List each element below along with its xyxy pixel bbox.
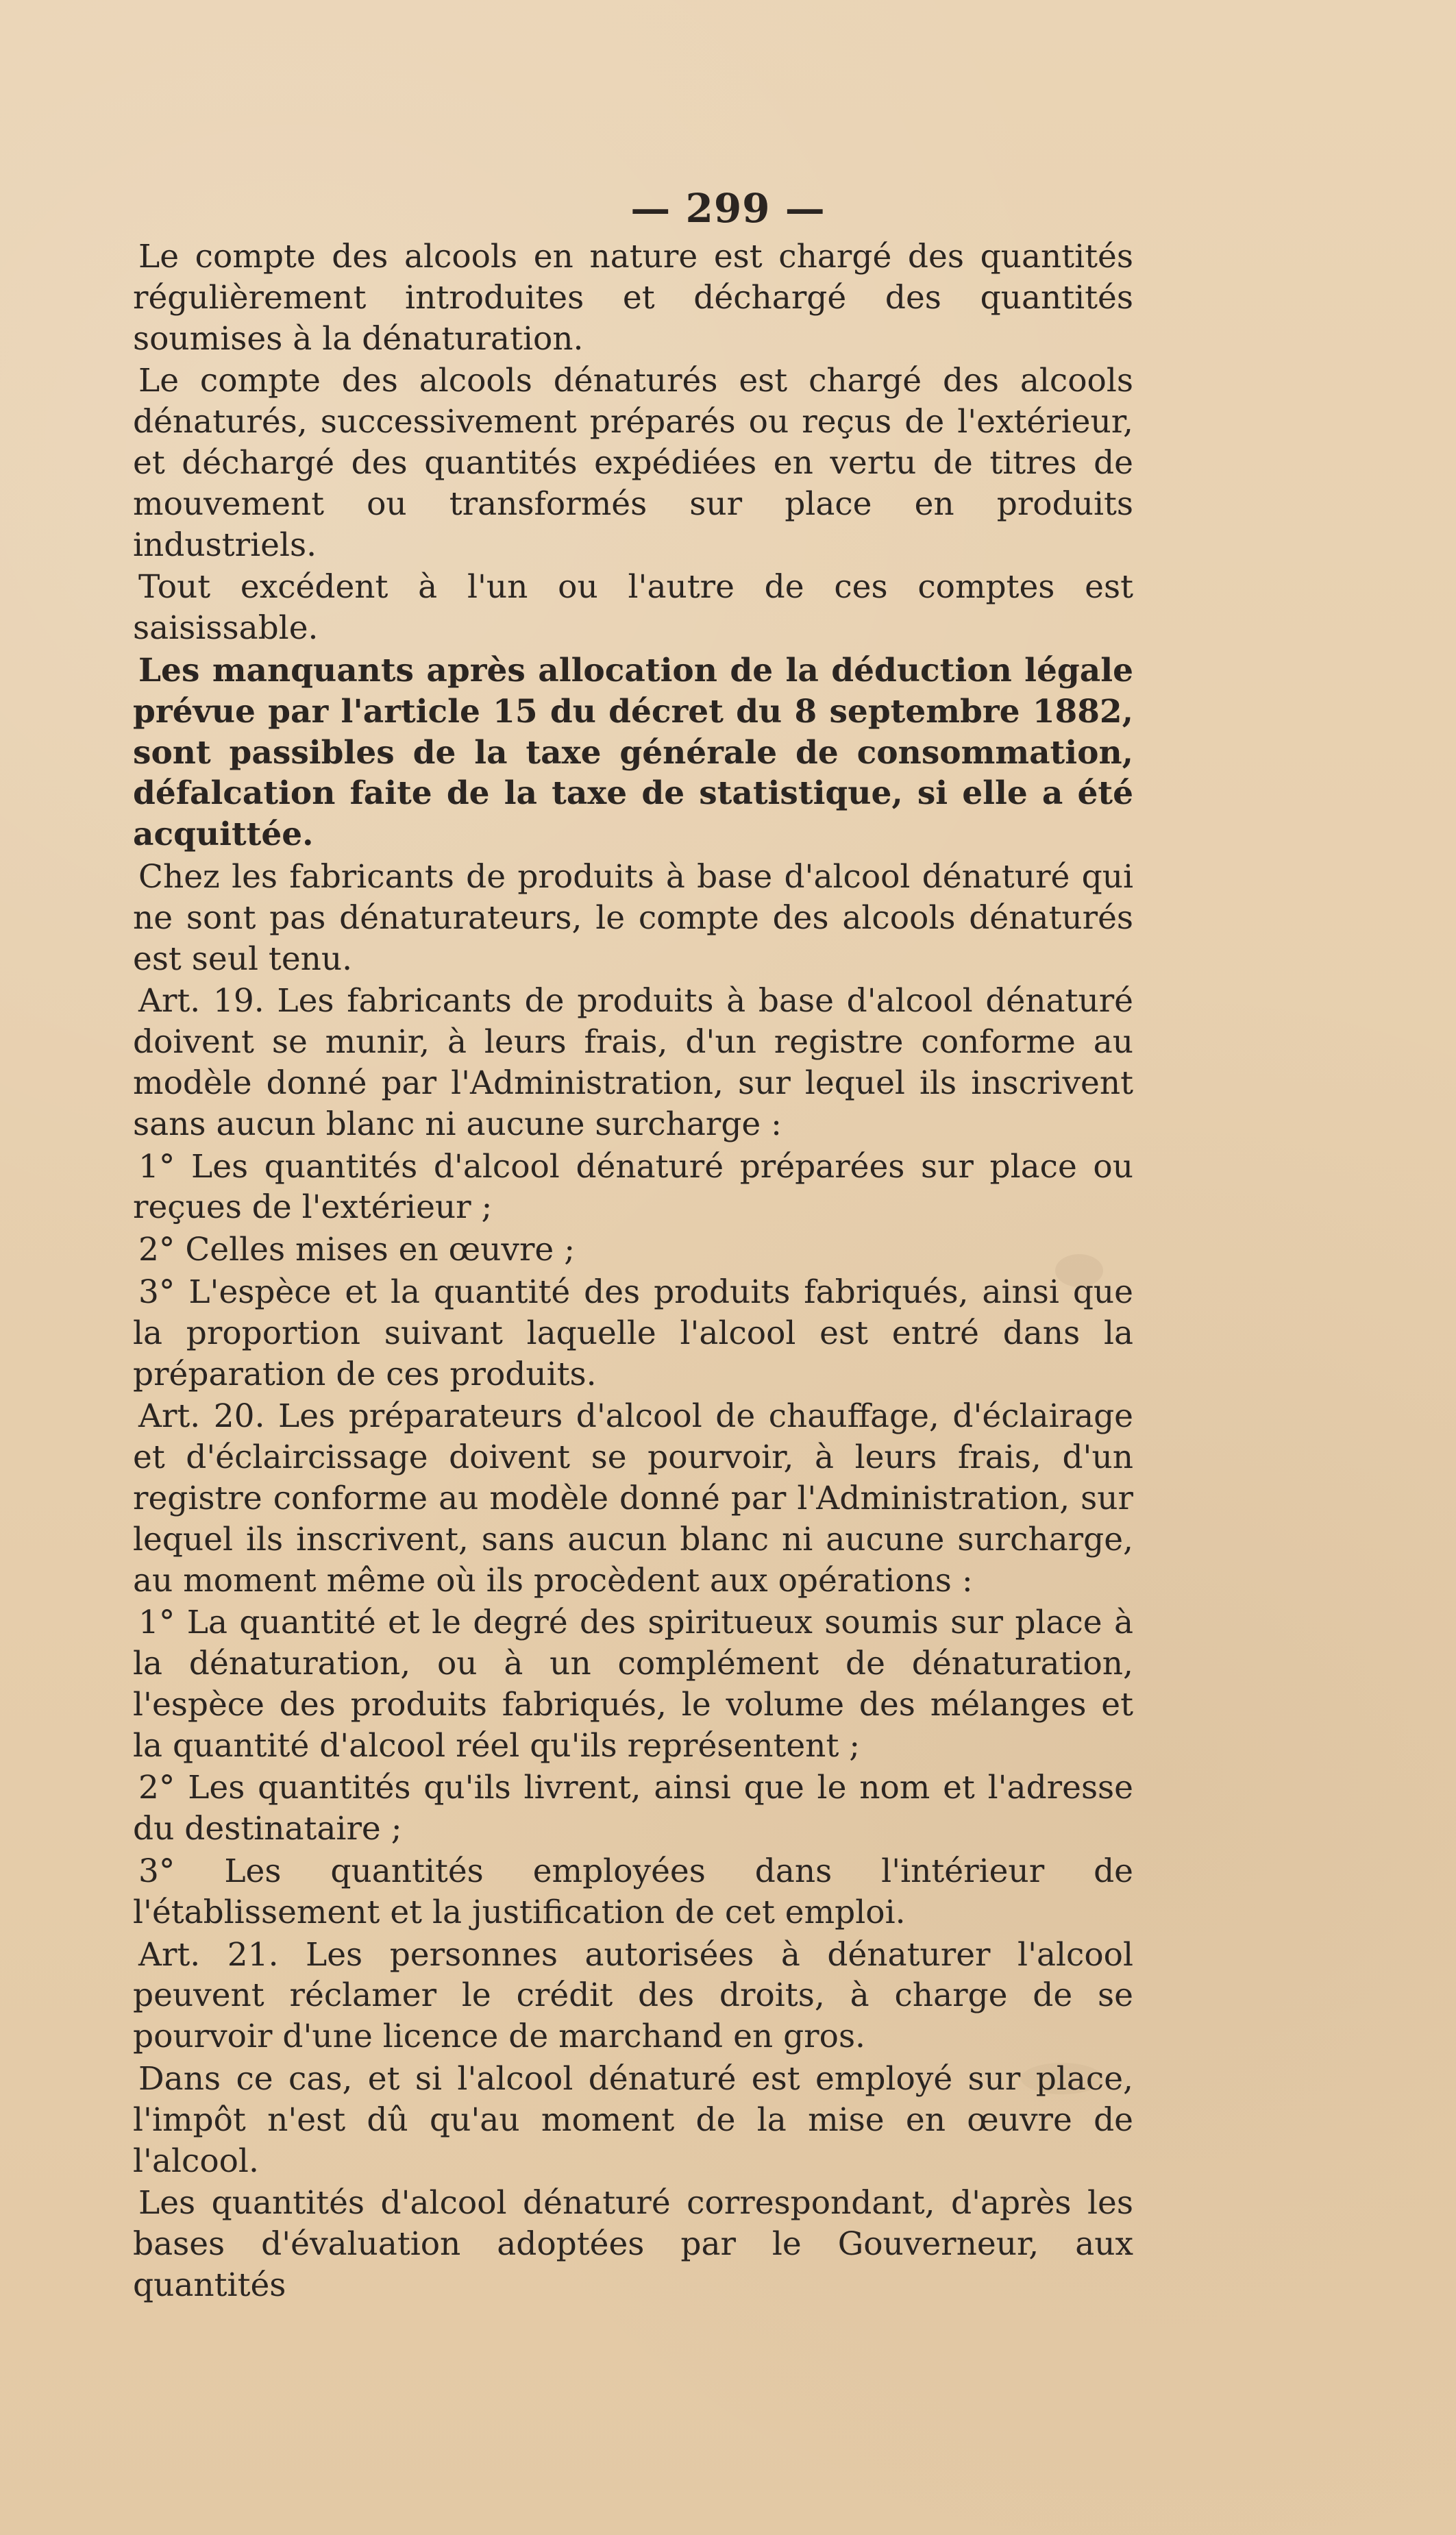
paragraph-12: 2° Les quantités qu'ils livrent, ainsi que le nom et l'adresse du destinataire ; — [133, 1769, 1133, 1848]
paragraph-6: Art. 19. Les fabricants de produits à base d'alcool dénaturé doivent se munir, à leurs frais, d'un registre conforme au modèle donné par l'Administration, sur lequel ils inscrivent sans aucun blanc ni aucune surcharge : — [133, 982, 1133, 1143]
paragraph-8: 2° Celles mises en œuvre ; — [138, 1231, 576, 1269]
paragraph-1: Le compte des alcools en nature est chargé des quantités régulièrement introduites et déchargé des quantités soumises à la dénaturation. — [133, 238, 1133, 358]
paragraph-4: Les manquants après allocation de la déduction légale prévue par l'article 15 du décret du 8 septembre 1882, sont passibles de la taxe générale de consommation, défalcation faite de la taxe de statistique, si elle a été acquittée. — [133, 651, 1133, 854]
paragraph-16: Les quantités d'alcool dénaturé correspondant, d'après les bases d'évaluation adoptées par le Gouverneur, aux quantités — [133, 2184, 1133, 2305]
paragraph-7: 1° Les quantités d'alcool dénaturé préparées sur place ou reçues de l'extérieur ; — [133, 1147, 1133, 1227]
paragraph-10: Art. 20. Les préparateurs d'alcool de chauffage, d'éclairage et d'éclaircissage doivent se pourvoir, à leurs frais, d'un registre conforme au modèle donné par l'Administration, sur lequel ils inscrivent, sans aucun blanc ni aucune surcharge, au moment même où ils procèdent aux opérations : — [133, 1397, 1133, 1600]
paragraph-3: Tout excédent à l'un ou l'autre de ces comptes est saisissable. — [133, 568, 1133, 648]
paragraph-13: 3° Les quantités employées dans l'intérieur de l'établissement et la justification de cet emploi. — [133, 1852, 1133, 1931]
paragraph-15: Dans ce cas, et si l'alcool dénaturé est employé sur place, l'impôt n'est dû qu'au moment de la mise en œuvre de l'alcool. — [133, 2060, 1133, 2180]
paragraph-2: Le compte des alcools dénaturés est chargé des alcools dénaturés, successivement préparés ou reçus de l'extérieur, et déchargé des quantités expédiées en vertu de titres de mouvement ou transformés sur place en produits industriels. — [133, 362, 1133, 564]
paragraph-5: Chez les fabricants de produits à base d'alcool dénaturé qui ne sont pas dénaturateurs, le compte des alcools dénaturés est seul tenu. — [133, 857, 1133, 978]
page-text — [133, 236, 1133, 2306]
paragraph-14: Art. 21. Les personnes autorisées à dénaturer l'alcool peuvent réclamer le crédit des droits, à charge de se pourvoir d'une licence de marchand en gros. — [133, 1935, 1133, 2056]
paragraph-9: 3° L'espèce et la quantité des produits fabriqués, ainsi que la proportion suivant laquelle l'alcool est entré dans la préparation de ces produits. — [133, 1273, 1133, 1393]
paragraph-11: 1° La quantité et le degré des spiritueux soumis sur place à la dénaturation, ou à un complément de dénaturation, l'espèce des produits fabriqués, le volume des mélanges et la quantité d'alcool réel qu'ils représentent ; — [133, 1604, 1133, 1765]
page-number: — 299 — — [630, 185, 826, 232]
